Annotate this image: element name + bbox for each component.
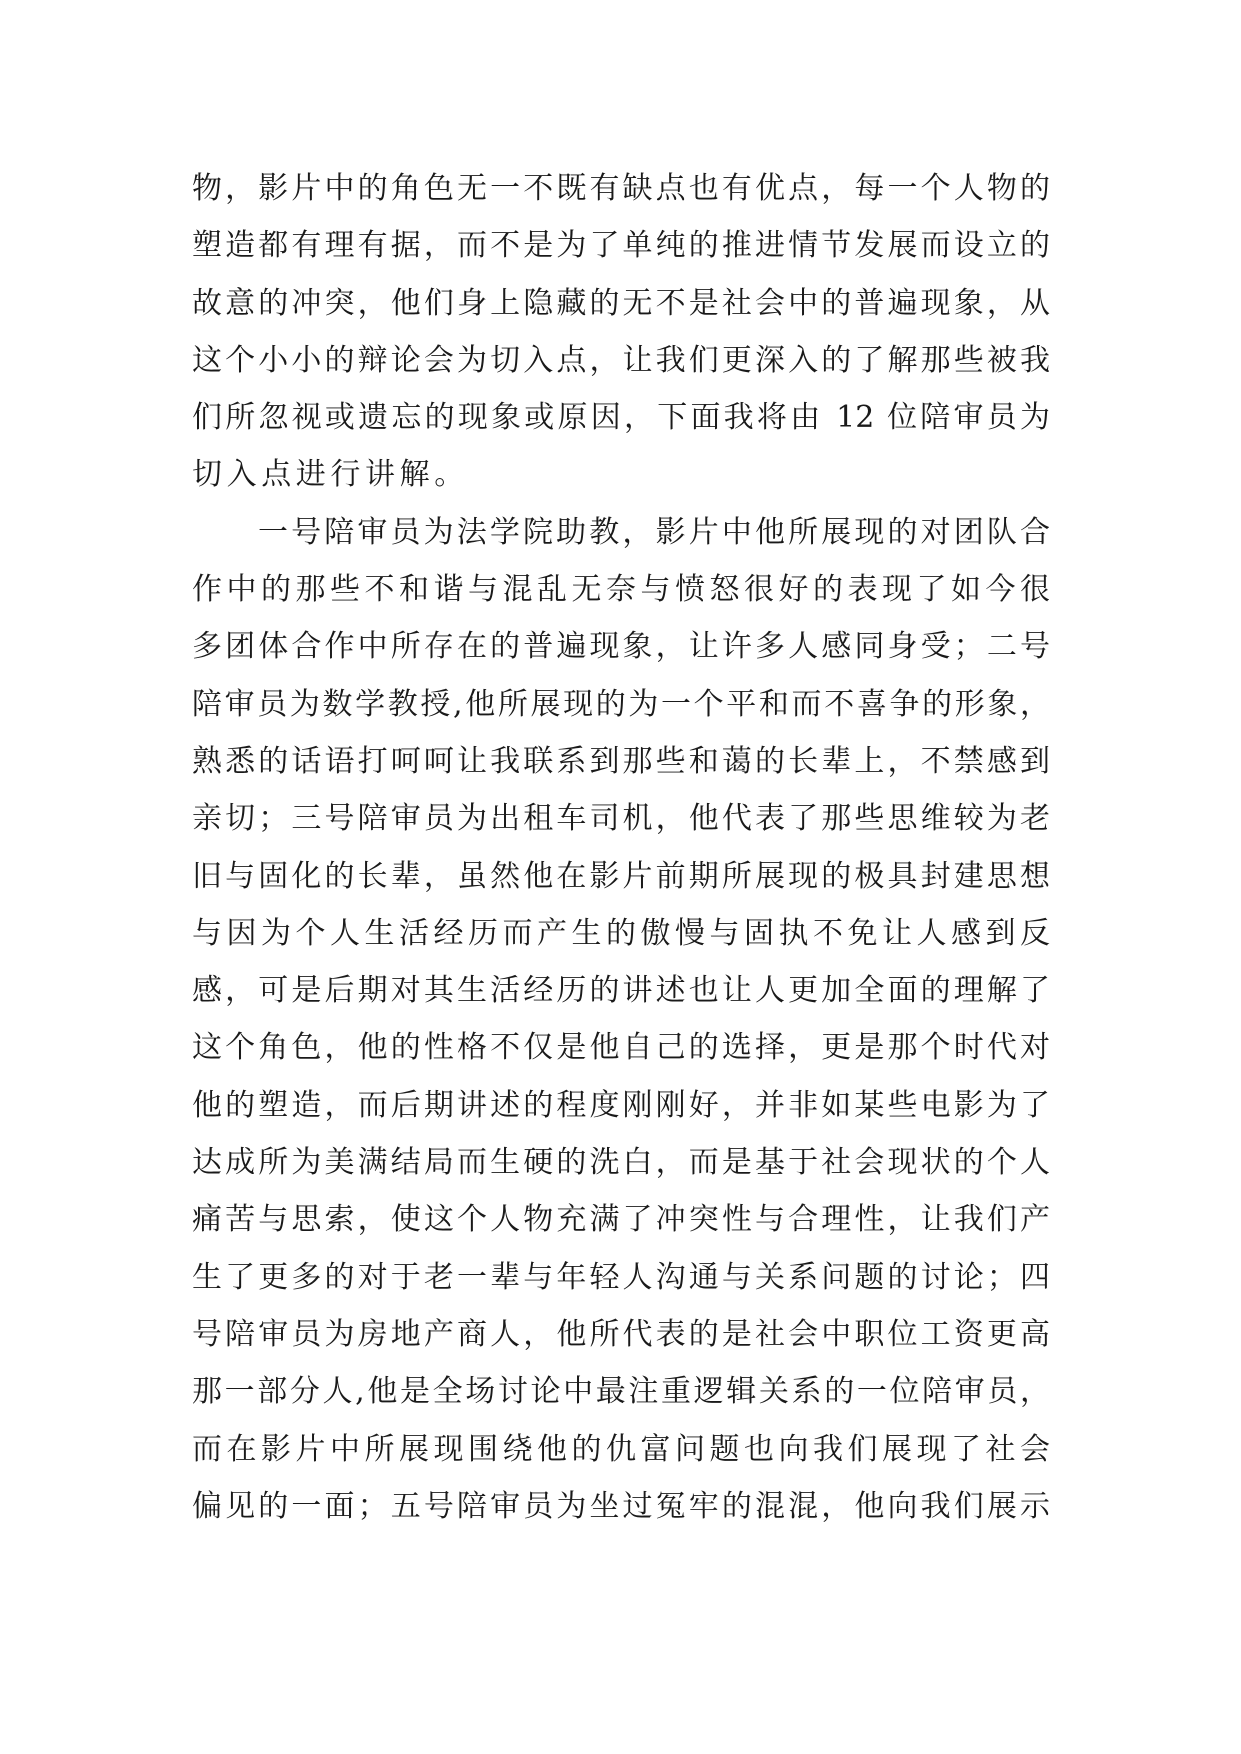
text-line: 他的塑造，而后期讲述的程度刚刚好，并非如某些电影为了 (192, 1087, 1050, 1123)
text-line: 熟悉的话语打呵呵让我联系到那些和蔼的长辈上，不禁感到 (192, 743, 1050, 779)
text-line: 物，影片中的角色无一不既有缺点也有优点，每一个人物的 (192, 171, 1050, 206)
text-line: 而在影片中所展现围绕他的仇富问题也向我们展现了社会 (192, 1431, 1050, 1467)
text-line: 号陪审员为房地产商人，他所代表的是社会中职位工资更高 (192, 1316, 1050, 1352)
text-line: 偏见的一面；五号陪审员为坐过冤牢的混混，他向我们展示 (192, 1488, 1050, 1524)
text-line: 生了更多的对于老一辈与年轻人沟通与关系问题的讨论；四 (192, 1259, 1050, 1295)
text-line: 感，可是后期对其生活经历的讲述也让人更加全面的理解了 (192, 973, 1050, 1009)
text-line: 旧与固化的长辈，虽然他在影片前期所展现的极具封建思想 (192, 858, 1050, 894)
text-line: 们所忽视或遗忘的现象或原因，下面我将由 12 位陪审员为 (192, 400, 1050, 436)
text-line: 故意的冲突，他们身上隐藏的无不是社会中的普遍现象，从 (192, 285, 1050, 321)
text-line: 作中的那些不和谐与混乱无奈与愤怒很好的表现了如今很 (192, 572, 1050, 608)
text-line: 多团体合作中所存在的普遍现象，让许多人感同身受；二号 (192, 629, 1050, 665)
text-line: 一号陪审员为法学院助教，影片中他所展现的对团队合 (258, 514, 1050, 550)
text-line: 这个角色，他的性格不仅是他自己的选择，更是那个时代对 (192, 1030, 1050, 1066)
text-line: 这个小小的辩论会为切入点，让我们更深入的了解那些被我 (192, 342, 1050, 378)
text-line: 亲切；三号陪审员为出租车司机，他代表了那些思维较为老 (192, 801, 1050, 837)
text-line: 与因为个人生活经历而产生的傲慢与固执不免让人感到反 (192, 915, 1050, 951)
text-line: 塑造都有理有据，而不是为了单纯的推进情节发展而设立的 (192, 228, 1050, 264)
text-line: 陪审员为数学教授,他所展现的为一个平和而不喜争的形象， (192, 686, 1050, 722)
text-line: 痛苦与思索，使这个人物充满了冲突性与合理性，让我们产 (192, 1202, 1050, 1238)
text-line: 切入点进行讲解。 (192, 457, 469, 493)
text-line: 那一部分人,他是全场讨论中最注重逻辑关系的一位陪审员， (192, 1374, 1050, 1410)
body-text (192, 160, 1050, 1535)
text-line: 达成所为美满结局而生硬的洗白，而是基于社会现状的个人 (192, 1145, 1050, 1181)
